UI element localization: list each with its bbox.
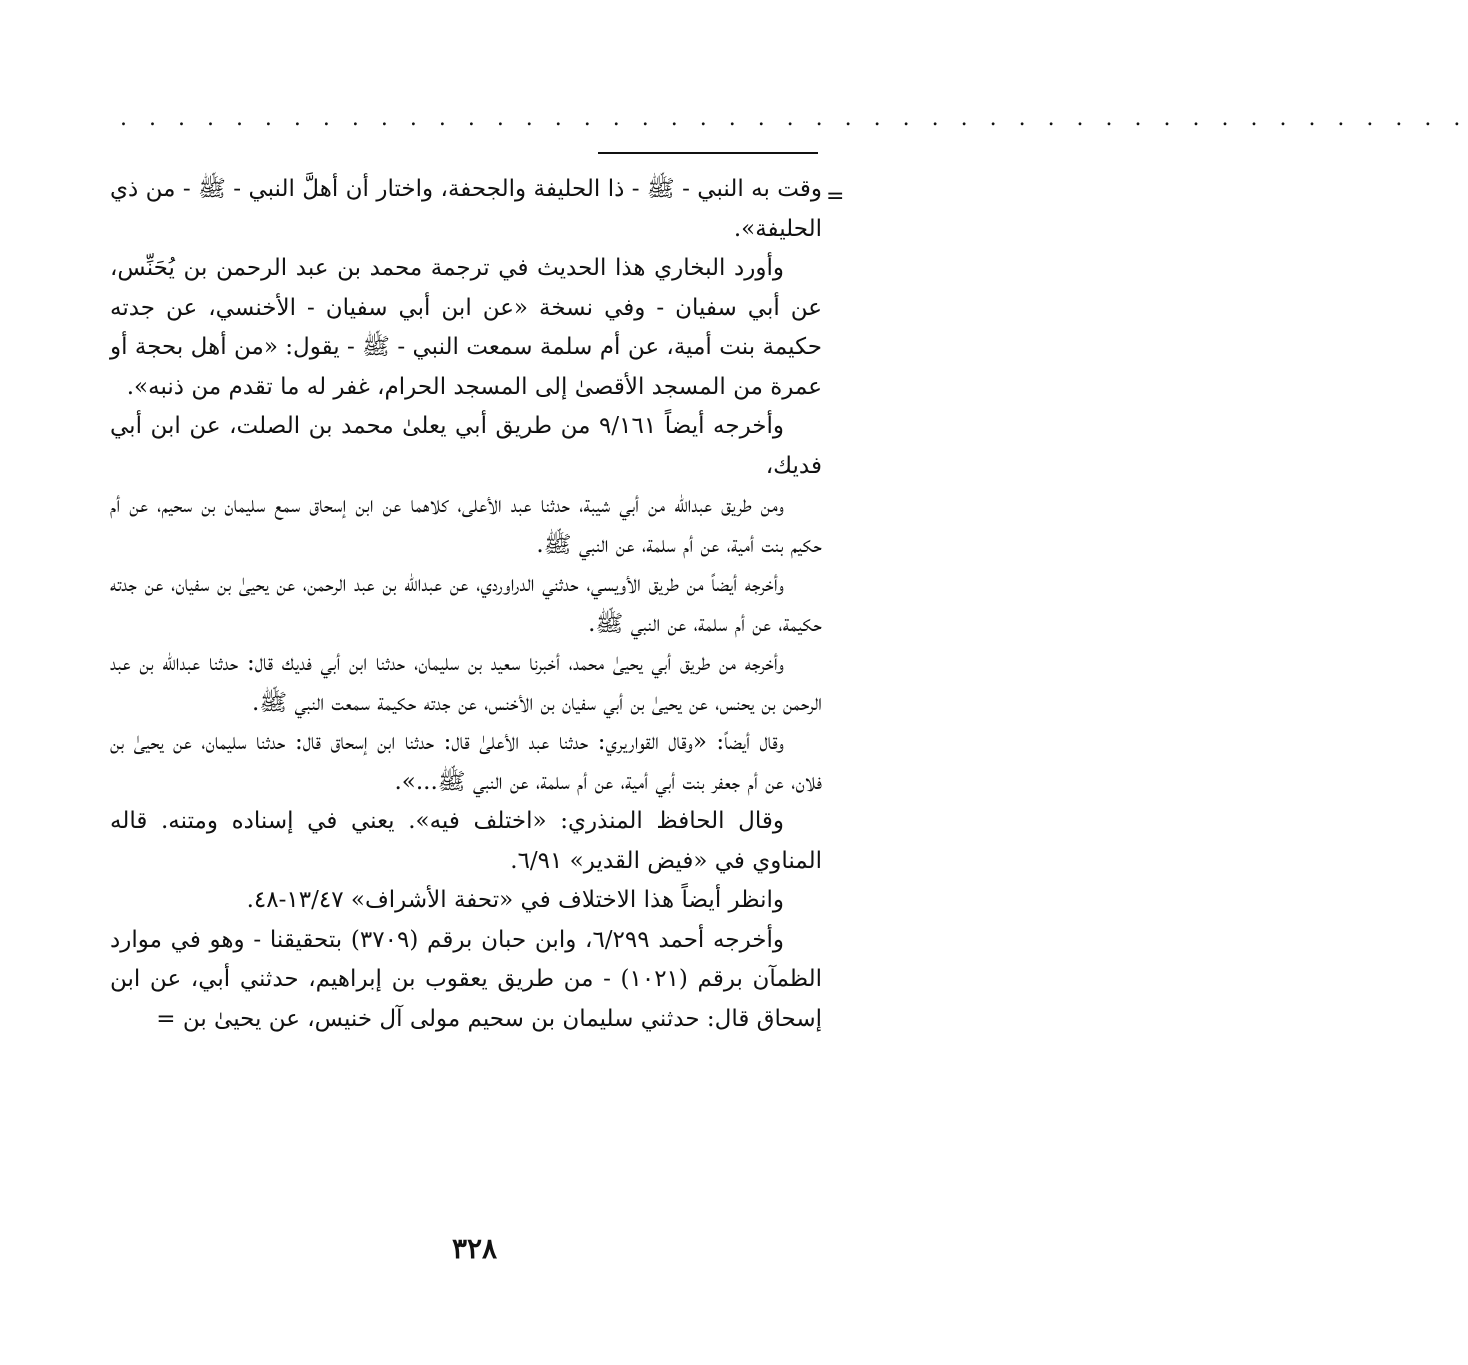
paragraph-1: وقت به النبي - ﷺ - ذا الحليفة والجحفة، واختار أن أهلَّ النبي - ﷺ - من ذي الحليفة». <box>110 176 822 242</box>
paragraph-6: وأخرجه من طريق أبي يحيىٰ محمد، أخبرنا سعيد بن سليمان، حدثنا ابن أبي فديك قال: حدثنا عبدالله بن عبد الرحمن بن يحنس، عن يحيىٰ بن أبي سفيان بن الأخنس، عن جدته حكيمة سمعت النبي ﷺ. <box>110 650 822 716</box>
paragraph-7: وقال أيضاً: «وقال القواريري: حدثنا عبد الأعلىٰ قال: حدثنا ابن إسحاق قال: حدثنا سليمان، عن يحيىٰ بن فلان، عن أم جعفر بنت أبي أمية، عن أم سلمة، عن النبي ﷺ...». <box>110 729 822 795</box>
paragraph-4: ومن طريق عبدالله من أبي شيبة، حدثنا عبد الأعلى، كلاهما عن ابن إسحاق سمع سليمان بن سحيم، عن أم حكيم بنت أمية، عن أم سلمة، عن النبي ﷺ. <box>110 492 822 558</box>
footnote-body <box>110 170 822 1039</box>
paragraph-10: وأخرجه أحمد ٦/٢٩٩، وابن حبان برقم (٣٧٠٩) بتحقيقنا - وهو في موارد الظمآن برقم (١٠٢١) - من طريق يعقوب بن إبراهيم، حدثني أبي، عن ابن إسحاق قال: حدثني سليمان بن سحيم مولى آل خنيس، عن يحيىٰ بن = <box>110 926 823 1032</box>
paragraph-5: وأخرجه أيضاً من طريق الأويسي، حدثني الدراوردي، عن عبدالله بن عبد الرحمن، عن يحيىٰ بن سفيان، عن جدته حكيمة، عن أم سلمة، عن النبي ﷺ. <box>110 571 822 637</box>
footnote-rule <box>598 152 818 154</box>
paragraph-9: وانظر أيضاً هذا الاختلاف في «تحفة الأشراف» ١٣/٤٧-٤٨. <box>246 887 784 913</box>
dotted-separator: . . . . . . . . . . . . . . . . . . . . . . . . . . . . . . . . . . . . . . . . . . . . . . . <box>120 106 1468 131</box>
continuation-marker: = <box>826 184 845 209</box>
paragraph-3: وأخرجه أيضاً ٩/١٦١ من طريق أبي يعلىٰ محمد بن الصلت، عن ابن أبي فديك، <box>110 413 822 479</box>
page-number: ٣٢٨ <box>451 1232 498 1265</box>
paragraph-2: وأورد البخاري هذا الحديث في ترجمة محمد بن عبد الرحمن بن يُحَنِّس، عن أبي سفيان - وفي نسخة «عن ابن أبي سفيان - الأخنسي، عن جدته حكيمة بنت أمية، عن أم سلمة سمعت النبي - ﷺ - يقول: «من أهل بحجة أو عمرة من المسجد الأقصىٰ إلى المسجد الحرام، غفر له ما تقدم من ذنبه». <box>110 255 822 400</box>
paragraph-8: وقال الحافظ المنذري: «اختلف فيه». يعني في إسناده ومتنه. قاله المناوي في «فيض القدير» ٦/٩١. <box>110 808 822 874</box>
